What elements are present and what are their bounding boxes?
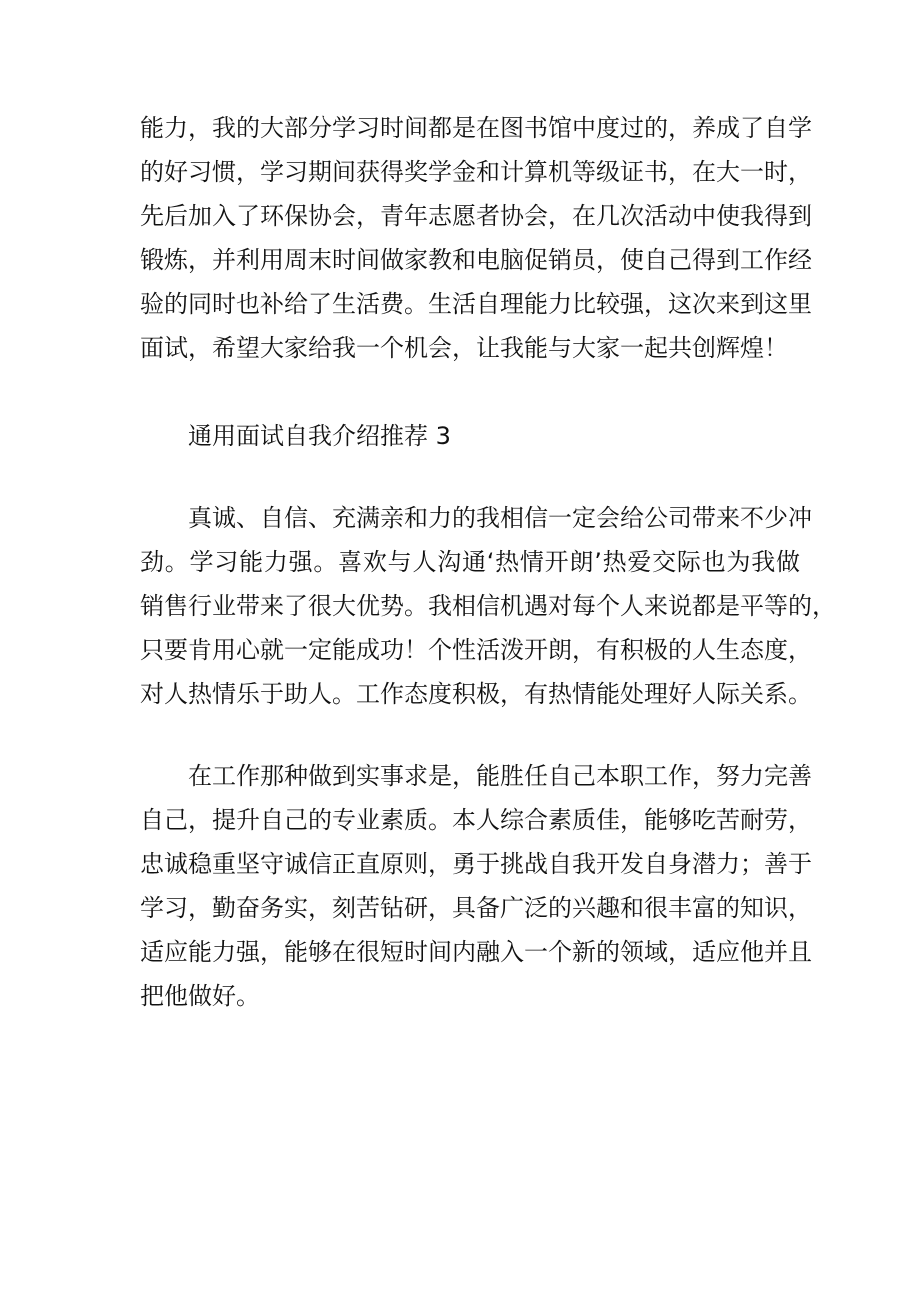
paragraph-line: 销售行业带来了很大优势。我相信机遇对每个人来说都是平等的， [140,592,836,620]
paragraph-line: 劲。学习能力强。喜欢与人沟通‘热情开朗’热爱交际也为我做 [140,548,800,576]
section-heading: 通用面试自我介绍推荐 3 [188,422,451,450]
paragraph-line: 适应能力强，能够在很短时间内融入一个新的领域，适应他并且 [140,938,812,966]
paragraph-line: 锻炼，并利用周末时间做家教和电脑促销员，使自己得到工作经 [140,246,812,274]
paragraph-line: 把他做好。 [140,982,260,1010]
paragraph-line: 的好习惯，学习期间获得奖学金和计算机等级证书，在大一时， [140,158,812,186]
paragraph-line: 自己，提升自己的专业素质。本人综合素质佳，能够吃苦耐劳， [140,806,812,834]
paragraph-1 [140,106,812,370]
paragraph-line: 先后加入了环保协会，青年志愿者协会，在几次活动中使我得到 [140,202,812,230]
paragraph-line: 忠诚稳重坚守诚信正直原则，勇于挑战自我开发自身潜力；善于 [140,850,812,878]
paragraph-line: 在工作那种做到实事求是，能胜任自己本职工作，努力完善 [188,762,812,790]
paragraph-line: 面试，希望大家给我一个机会，让我能与大家一起共创辉煌！ [140,334,788,362]
paragraph-2 [140,496,836,716]
paragraph-line: 学习，勤奋务实，刻苦钻研，具备广泛的兴趣和很丰富的知识， [140,894,812,922]
paragraph-3 [140,754,812,1018]
paragraph-line: 只要肯用心就一定能成功！个性活泼开朗，有积极的人生态度， [140,636,812,664]
paragraph-line: 验的同时也补给了生活费。生活自理能力比较强，这次来到这里 [140,290,812,318]
paragraph-line: 对人热情乐于助人。工作态度积极，有热情能处理好人际关系。 [140,680,812,708]
paragraph-line: 能力，我的大部分学习时间都是在图书馆中度过的，养成了自学 [140,114,812,142]
paragraph-line: 真诚、自信、充满亲和力的我相信一定会给公司带来不少冲 [188,504,812,532]
